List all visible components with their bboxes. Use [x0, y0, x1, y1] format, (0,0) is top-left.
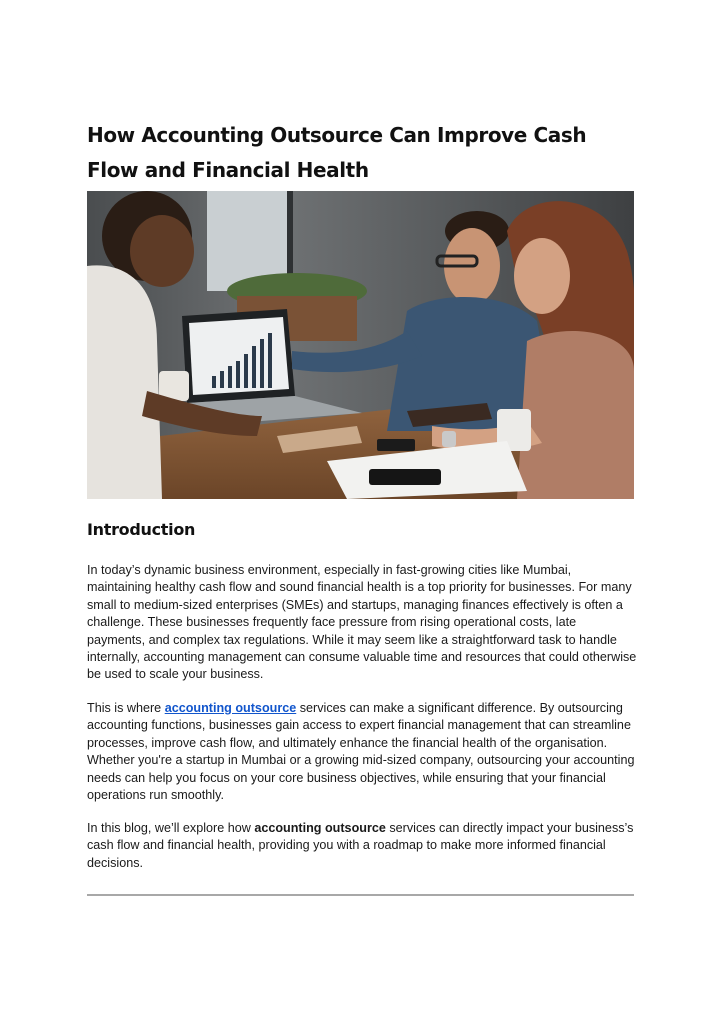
- hero-photo: [87, 191, 634, 499]
- p3-text-after: services can directly impact your business’s cash flow and financial health, providing you with a roadmap to make more informed financial decisions.: [87, 821, 634, 870]
- p2-text-before: This is where: [87, 701, 165, 715]
- p3-text-before: In this blog, we’ll explore how: [87, 821, 255, 835]
- title-line-2: Flow and Financial Health: [87, 158, 369, 182]
- section-divider: [87, 894, 634, 896]
- p2-text-after: services can make a significant difference. By outsourcing accounting functions, businesses gain access to expert financial management that can streamline processes, improve cash flow, and ultimately enhance the financial health of the organisation. Whether you're a startup in Mumbai or a growing mid-sized company, outsourcing your accounting needs can help you focus on your core business objectives, while ensuring that your financial operations run smoothly.: [87, 701, 635, 803]
- office-meeting-photo-icon: [87, 191, 634, 499]
- accounting-outsource-link[interactable]: accounting outsource: [164, 701, 297, 715]
- intro-paragraph-3: [87, 820, 637, 872]
- intro-paragraph-1: In today’s dynamic business environment, especially in fast-growing cities like Mumbai, maintaining healthy cash flow and sound financial health is a top priority for businesses. For many small to medium-sized enterprises (SMEs) and startups, managing finances effectively is often a challenge. These businesses frequently face pressure from rising operational costs, late payments, and complex tax regulations. While it may seem like a straightforward task to handle internally, accounting management can consume valuable time and resources that could otherwise be used to scale your business.: [87, 563, 637, 682]
- title-line-1: How Accounting Outsource Can Improve Cash: [87, 123, 587, 147]
- article-title: [87, 118, 647, 188]
- intro-paragraph-2: [87, 700, 637, 804]
- intro-heading: Introduction: [87, 520, 196, 539]
- p3-bold-term: accounting outsource: [254, 821, 386, 835]
